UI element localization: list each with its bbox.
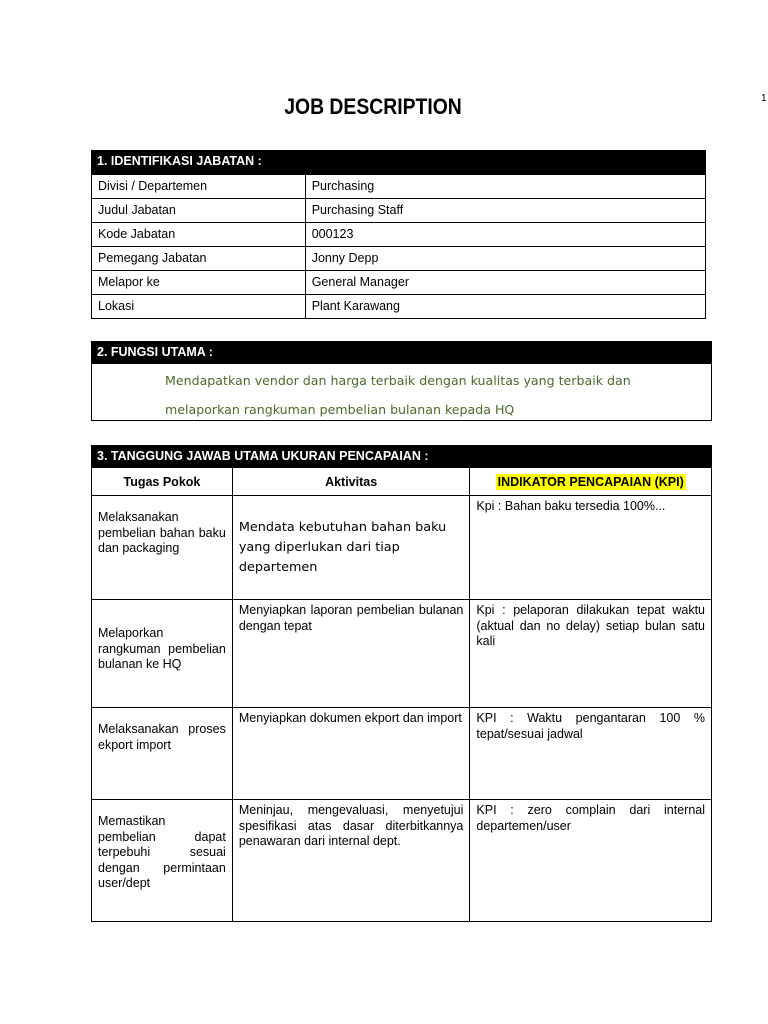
ident-value: General Manager	[305, 271, 705, 295]
aktivitas-cell: Menyiapkan dokumen ekport dan import	[232, 708, 470, 800]
main-function-box	[91, 364, 712, 421]
section-1-heading: 1. IDENTIFIKASI JABATAN :	[91, 150, 706, 174]
page-number: 1	[761, 93, 767, 104]
aktivitas-cell: Menyiapkan laporan pembelian bulanan dengan tepat	[232, 600, 470, 708]
column-header-kpi	[470, 468, 712, 496]
tugas-cell: Memastikan pembelian dapat terpebuhi sesuai dengan permintaan user/dept	[92, 800, 233, 922]
tugas-cell: Melaksanakan pembelian bahan baku dan packaging	[92, 496, 233, 600]
tugas-cell: Melaksanakan proses ekport import	[92, 708, 233, 800]
document-title: JOB DESCRIPTION	[284, 94, 462, 119]
ident-value: Jonny Depp	[305, 247, 705, 271]
kpi-cell: KPI : zero complain dari internal departemen/user	[470, 800, 712, 922]
table-row	[92, 247, 706, 271]
table-row	[92, 199, 706, 223]
section-2-heading: 2. FUNGSI UTAMA :	[91, 341, 712, 364]
table-row	[92, 800, 712, 922]
table-row	[92, 295, 706, 319]
table-row	[92, 496, 712, 600]
main-function-text: Mendapatkan vendor dan harga terbaik dengan kualitas yang terbaik dan melaporkan rangkuman pembelian bulanan kepada HQ	[165, 373, 631, 417]
ident-label: Pemegang Jabatan	[92, 247, 306, 271]
table-row	[92, 175, 706, 199]
ident-label: Judul Jabatan	[92, 199, 306, 223]
column-header-tugas: Tugas Pokok	[92, 468, 233, 496]
table-row	[92, 708, 712, 800]
ident-value: 000123	[305, 223, 705, 247]
table-row	[92, 600, 712, 708]
ident-label: Melapor ke	[92, 271, 306, 295]
ident-label: Kode Jabatan	[92, 223, 306, 247]
table-row	[92, 271, 706, 295]
table-row	[92, 223, 706, 247]
kpi-header-highlight: INDIKATOR PENCAPAIAN (KPI)	[497, 474, 684, 489]
kpi-cell: KPI : Waktu pengantaran 100 % tepat/sesuai jadwal	[470, 708, 712, 800]
ident-value: Purchasing Staff	[305, 199, 705, 223]
responsibility-table	[91, 467, 712, 922]
aktivitas-cell: Meninjau, mengevaluasi, menyetujui spesifikasi atas dasar diterbitkannya penawaran dari internal dept.	[232, 800, 470, 922]
kpi-cell: Kpi : Bahan baku tersedia 100%...	[470, 496, 712, 600]
ident-label: Lokasi	[92, 295, 306, 319]
table-header-row	[92, 468, 712, 496]
kpi-cell: Kpi : pelaporan dilakukan tepat waktu (aktual dan no delay) setiap bulan satu kali	[470, 600, 712, 708]
ident-value: Purchasing	[305, 175, 705, 199]
aktivitas-cell: Mendata kebutuhan bahan baku yang diperlukan dari tiap departemen	[232, 496, 470, 600]
ident-label: Divisi / Departemen	[92, 175, 306, 199]
ident-value: Plant Karawang	[305, 295, 705, 319]
identification-table	[91, 174, 706, 319]
tugas-cell: Melaporkan rangkuman pembelian bulanan ke HQ	[92, 600, 233, 708]
column-header-aktivitas: Aktivitas	[232, 468, 470, 496]
section-3-heading: 3. TANGGUNG JAWAB UTAMA UKURAN PENCAPAIAN :	[91, 445, 712, 468]
